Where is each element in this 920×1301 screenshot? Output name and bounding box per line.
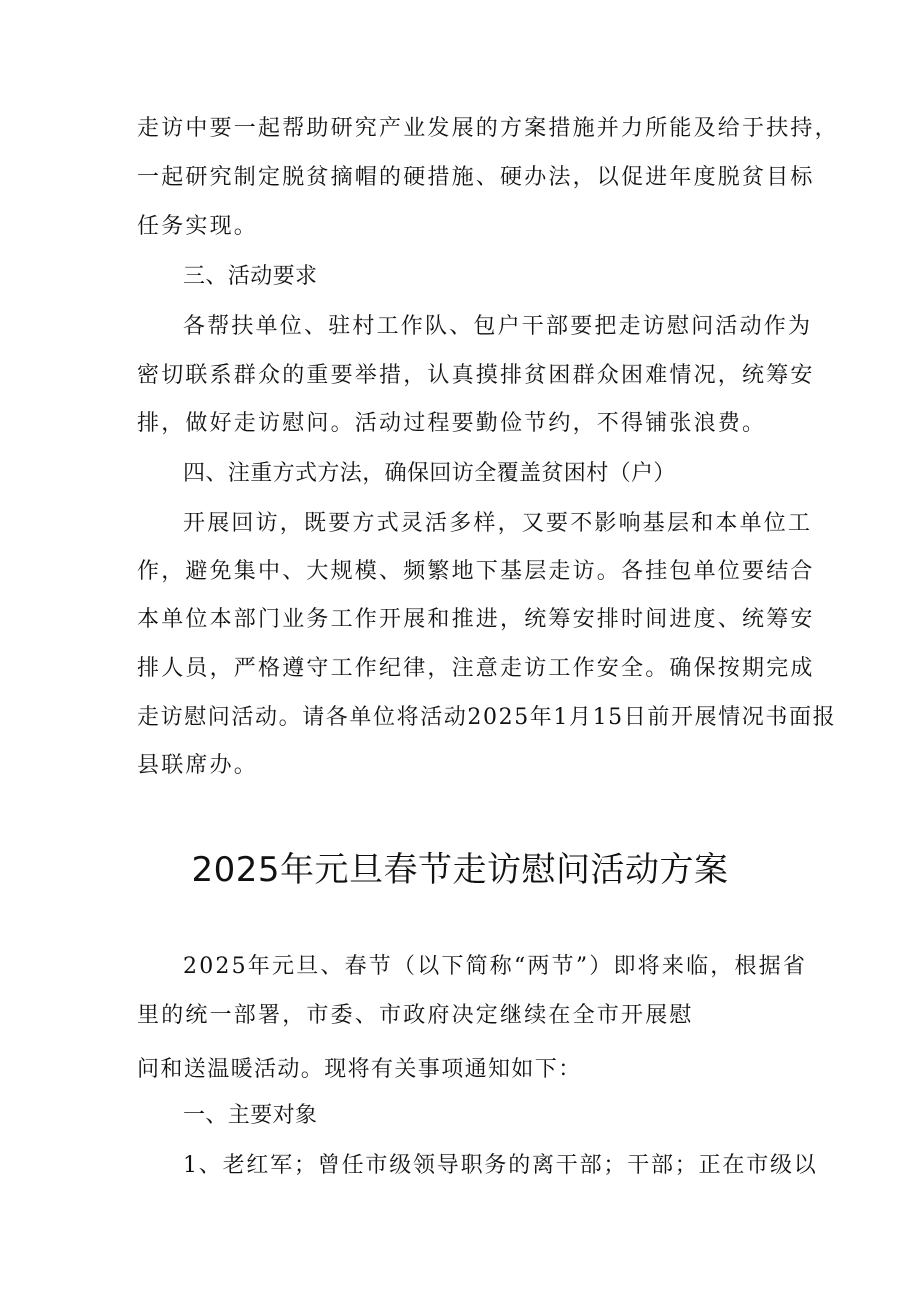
document-title: 2025年元旦春节走访慰问活动方案 xyxy=(191,850,729,890)
text-line: 各帮扶单位、驻村工作队、包户干部要把走访慰问活动作为 xyxy=(183,314,813,339)
text-line: 作，避免集中、大规模、频繁地下基层走访。各挂包单位要结合 xyxy=(137,559,815,584)
section-heading-methods: 四、注重方式方法，确保回访全覆盖贫困村（户） xyxy=(183,461,676,486)
section-heading-main-targets: 一、主要对象 xyxy=(183,1103,318,1128)
section-heading-activity-requirements: 三、活动要求 xyxy=(183,264,318,289)
text-line: 县联席办。 xyxy=(137,753,259,778)
text-line: 2025年元旦、春节（以下简称“两节”）即将来临，根据省 xyxy=(183,954,808,979)
list-item-1: 1、老红军；曾任市级领导职务的离干部；干部；正在市级以 xyxy=(183,1153,818,1178)
text-line: 本单位本部门业务工作开展和推进，统筹安排时间进度、统筹安 xyxy=(137,607,815,632)
text-line: 里的统一部署，市委、市政府决定继续在全市开展慰 xyxy=(137,1003,694,1028)
text-line: 一起研究制定脱贫摘帽的硬措施、硬办法，以促进年度脱贫目标 xyxy=(137,165,815,190)
text-line: 走访中要一起帮助研究产业发展的方案措施并力所能及给于扶持， xyxy=(137,116,839,141)
text-line: 走访慰问活动。请各单位将活动2025年1月15日前开展情况书面报 xyxy=(137,705,837,730)
text-line: 开展回访，既要方式灵活多样，又要不影响基层和本单位工 xyxy=(183,511,813,536)
text-line: 问和送温暖活动。现将有关事项通知如下： xyxy=(137,1057,582,1082)
text-line: 排人员，严格遵守工作纪律，注意走访工作安全。确保按期完成 xyxy=(137,656,815,681)
text-line: 任务实现。 xyxy=(137,214,259,239)
text-line: 排，做好走访慰问。活动过程要勤俭节约，不得铺张浪费。 xyxy=(137,411,767,436)
text-line: 密切联系群众的重要举措，认真摸排贫困群众困难情况，统筹安 xyxy=(137,363,815,388)
